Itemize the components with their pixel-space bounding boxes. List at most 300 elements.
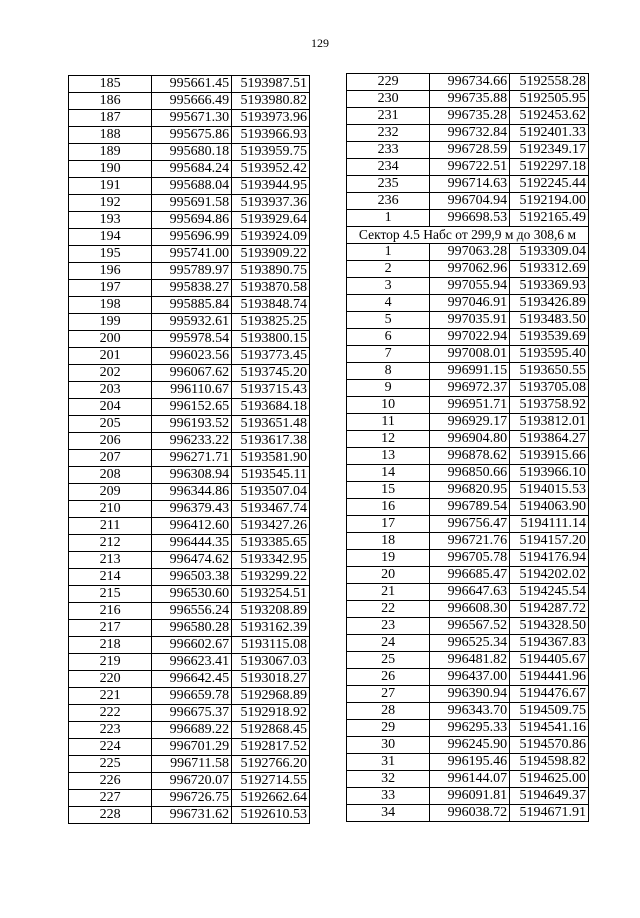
y-coordinate: 5193966.93: [232, 127, 310, 144]
point-number: 231: [347, 108, 430, 125]
point-number: 2: [347, 261, 430, 278]
table-row: [69, 93, 310, 110]
x-coordinate: 995684.24: [152, 161, 232, 178]
point-number: 195: [69, 246, 152, 263]
x-coordinate: 995680.18: [152, 144, 232, 161]
point-number: 5: [347, 312, 430, 329]
point-number: 27: [347, 686, 430, 703]
table-row: [347, 601, 589, 618]
table-row: [347, 771, 589, 788]
table-row: [69, 127, 310, 144]
y-coordinate: 5193342.95: [232, 552, 310, 569]
point-number: 207: [69, 450, 152, 467]
y-coordinate: 5192453.62: [510, 108, 589, 125]
point-number: 235: [347, 176, 430, 193]
point-number: 1: [347, 210, 430, 227]
point-number: 33: [347, 788, 430, 805]
table-row: [347, 805, 589, 822]
point-number: 228: [69, 807, 152, 824]
table-row: [69, 76, 310, 93]
y-coordinate: 5193980.82: [232, 93, 310, 110]
y-coordinate: 5193595.40: [510, 346, 589, 363]
point-number: 233: [347, 142, 430, 159]
point-number: 229: [347, 74, 430, 91]
table-row: [347, 448, 589, 465]
table-row: [347, 635, 589, 652]
point-number: 210: [69, 501, 152, 518]
table-row: [69, 110, 310, 127]
point-number: 197: [69, 280, 152, 297]
point-number: 199: [69, 314, 152, 331]
coordinates-table-left: [68, 75, 310, 824]
x-coordinate: 996390.94: [430, 686, 510, 703]
x-coordinate: 996735.88: [430, 91, 510, 108]
table-row: [347, 584, 589, 601]
x-coordinate: 996556.24: [152, 603, 232, 620]
x-coordinate: 996642.45: [152, 671, 232, 688]
point-number: 23: [347, 618, 430, 635]
x-coordinate: 996525.34: [430, 635, 510, 652]
table-row: [69, 586, 310, 603]
y-coordinate: 5193539.69: [510, 329, 589, 346]
x-coordinate: 995694.86: [152, 212, 232, 229]
point-number: 201: [69, 348, 152, 365]
x-coordinate: 996067.62: [152, 365, 232, 382]
y-coordinate: 5193684.18: [232, 399, 310, 416]
table-row: [347, 210, 589, 227]
point-number: 227: [69, 790, 152, 807]
table-row: [347, 380, 589, 397]
y-coordinate: 5192714.55: [232, 773, 310, 790]
y-coordinate: 5193254.51: [232, 586, 310, 603]
point-number: 9: [347, 380, 430, 397]
y-coordinate: 5193705.08: [510, 380, 589, 397]
table-row: [347, 550, 589, 567]
y-coordinate: 5193018.27: [232, 671, 310, 688]
table-row: [347, 720, 589, 737]
x-coordinate: 996602.67: [152, 637, 232, 654]
point-number: 34: [347, 805, 430, 822]
table-row: [69, 161, 310, 178]
table-row: [69, 739, 310, 756]
y-coordinate: 5193426.89: [510, 295, 589, 312]
x-coordinate: 996714.63: [430, 176, 510, 193]
point-number: 193: [69, 212, 152, 229]
y-coordinate: 5192349.17: [510, 142, 589, 159]
x-coordinate: 995741.00: [152, 246, 232, 263]
table-row: [347, 193, 589, 210]
x-coordinate: 995885.84: [152, 297, 232, 314]
point-number: 216: [69, 603, 152, 620]
x-coordinate: 996704.94: [430, 193, 510, 210]
table-row: [347, 108, 589, 125]
table-row: [69, 365, 310, 382]
point-number: 223: [69, 722, 152, 739]
y-coordinate: 5193848.74: [232, 297, 310, 314]
x-coordinate: 996379.43: [152, 501, 232, 518]
x-coordinate: 996720.07: [152, 773, 232, 790]
point-number: 190: [69, 161, 152, 178]
x-coordinate: 996481.82: [430, 652, 510, 669]
point-number: 31: [347, 754, 430, 771]
point-number: 204: [69, 399, 152, 416]
x-coordinate: 995978.54: [152, 331, 232, 348]
point-number: 188: [69, 127, 152, 144]
table-row: [347, 482, 589, 499]
x-coordinate: 996110.67: [152, 382, 232, 399]
x-coordinate: 996271.71: [152, 450, 232, 467]
x-coordinate: 996732.84: [430, 125, 510, 142]
x-coordinate: 995675.86: [152, 127, 232, 144]
table-row: [69, 280, 310, 297]
x-coordinate: 996195.46: [430, 754, 510, 771]
x-coordinate: 995688.04: [152, 178, 232, 195]
point-number: 12: [347, 431, 430, 448]
x-coordinate: 997022.94: [430, 329, 510, 346]
point-number: 222: [69, 705, 152, 722]
table-row: [347, 414, 589, 431]
y-coordinate: 5193162.39: [232, 620, 310, 637]
table-row: [347, 346, 589, 363]
point-number: 194: [69, 229, 152, 246]
x-coordinate: 997062.96: [430, 261, 510, 278]
point-number: 200: [69, 331, 152, 348]
point-number: 7: [347, 346, 430, 363]
table-row: [69, 331, 310, 348]
point-number: 19: [347, 550, 430, 567]
table-row: [69, 433, 310, 450]
table-row: [347, 533, 589, 550]
point-number: 214: [69, 569, 152, 586]
x-coordinate: 995932.61: [152, 314, 232, 331]
x-coordinate: 996734.66: [430, 74, 510, 91]
x-coordinate: 996152.65: [152, 399, 232, 416]
table-row: [69, 535, 310, 552]
y-coordinate: 5193507.04: [232, 484, 310, 501]
point-number: 14: [347, 465, 430, 482]
x-coordinate: 996091.81: [430, 788, 510, 805]
x-coordinate: 995696.99: [152, 229, 232, 246]
section-heading-row: [347, 227, 589, 244]
y-coordinate: 5194367.83: [510, 635, 589, 652]
point-number: 29: [347, 720, 430, 737]
table-row: [347, 159, 589, 176]
y-coordinate: 5194476.67: [510, 686, 589, 703]
point-number: 32: [347, 771, 430, 788]
point-number: 8: [347, 363, 430, 380]
point-number: 217: [69, 620, 152, 637]
y-coordinate: 5193812.01: [510, 414, 589, 431]
y-coordinate: 5192918.92: [232, 705, 310, 722]
x-coordinate: 996731.62: [152, 807, 232, 824]
table-row: [69, 654, 310, 671]
x-coordinate: 996756.47: [430, 516, 510, 533]
x-coordinate: 996343.70: [430, 703, 510, 720]
point-number: 196: [69, 263, 152, 280]
table-row: [347, 618, 589, 635]
y-coordinate: 5193825.25: [232, 314, 310, 331]
x-coordinate: 996711.58: [152, 756, 232, 773]
point-number: 24: [347, 635, 430, 652]
point-number: 20: [347, 567, 430, 584]
y-coordinate: 5194328.50: [510, 618, 589, 635]
y-coordinate: 5193973.96: [232, 110, 310, 127]
y-coordinate: 5193944.95: [232, 178, 310, 195]
point-number: 4: [347, 295, 430, 312]
x-coordinate: 996701.29: [152, 739, 232, 756]
point-number: 189: [69, 144, 152, 161]
table-row: [347, 363, 589, 380]
table-row: [69, 501, 310, 518]
x-coordinate: 996722.51: [430, 159, 510, 176]
point-number: 22: [347, 601, 430, 618]
table-row: [69, 671, 310, 688]
table-row: [69, 178, 310, 195]
table-row: [69, 518, 310, 535]
y-coordinate: 5193966.10: [510, 465, 589, 482]
y-coordinate: 5193959.75: [232, 144, 310, 161]
y-coordinate: 5193650.55: [510, 363, 589, 380]
y-coordinate: 5192868.45: [232, 722, 310, 739]
y-coordinate: 5193864.27: [510, 431, 589, 448]
y-coordinate: 5194509.75: [510, 703, 589, 720]
y-coordinate: 5193115.08: [232, 637, 310, 654]
point-number: 16: [347, 499, 430, 516]
x-coordinate: 996789.54: [430, 499, 510, 516]
y-coordinate: 5193545.11: [232, 467, 310, 484]
y-coordinate: 5193299.22: [232, 569, 310, 586]
x-coordinate: 997008.01: [430, 346, 510, 363]
x-coordinate: 996726.75: [152, 790, 232, 807]
page-number: 129: [311, 36, 329, 50]
y-coordinate: 5194202.02: [510, 567, 589, 584]
table-row: [69, 807, 310, 824]
point-number: 26: [347, 669, 430, 686]
y-coordinate: 5193312.69: [510, 261, 589, 278]
table-row: [69, 229, 310, 246]
x-coordinate: 995838.27: [152, 280, 232, 297]
x-coordinate: 996580.28: [152, 620, 232, 637]
x-coordinate: 996991.15: [430, 363, 510, 380]
point-number: 10: [347, 397, 430, 414]
table-row: [69, 552, 310, 569]
point-number: 219: [69, 654, 152, 671]
y-coordinate: 5194287.72: [510, 601, 589, 618]
y-coordinate: 5194405.67: [510, 652, 589, 669]
y-coordinate: 5193870.58: [232, 280, 310, 297]
x-coordinate: 996721.76: [430, 533, 510, 550]
y-coordinate: 5192968.89: [232, 688, 310, 705]
table-row: [69, 637, 310, 654]
point-number: 186: [69, 93, 152, 110]
x-coordinate: 996689.22: [152, 722, 232, 739]
point-number: 203: [69, 382, 152, 399]
x-coordinate: 996038.72: [430, 805, 510, 822]
table-row: [347, 516, 589, 533]
y-coordinate: 5192766.20: [232, 756, 310, 773]
y-coordinate: 5193067.03: [232, 654, 310, 671]
point-number: 208: [69, 467, 152, 484]
table-row: [347, 329, 589, 346]
x-coordinate: 996623.41: [152, 654, 232, 671]
point-number: 213: [69, 552, 152, 569]
table-row: [69, 348, 310, 365]
table-row: [347, 125, 589, 142]
table-row: [347, 278, 589, 295]
point-number: 215: [69, 586, 152, 603]
x-coordinate: 996412.60: [152, 518, 232, 535]
x-coordinate: 996295.33: [430, 720, 510, 737]
x-coordinate: 996705.78: [430, 550, 510, 567]
table-row: [69, 620, 310, 637]
y-coordinate: 5192505.95: [510, 91, 589, 108]
table-row: [69, 688, 310, 705]
table-row: [347, 567, 589, 584]
point-number: 21: [347, 584, 430, 601]
y-coordinate: 5194671.91: [510, 805, 589, 822]
y-coordinate: 5192610.53: [232, 807, 310, 824]
x-coordinate: 997035.91: [430, 312, 510, 329]
point-number: 224: [69, 739, 152, 756]
point-number: 209: [69, 484, 152, 501]
point-number: 202: [69, 365, 152, 382]
x-coordinate: 996972.37: [430, 380, 510, 397]
point-number: 221: [69, 688, 152, 705]
x-coordinate: 996144.07: [430, 771, 510, 788]
y-coordinate: 5193890.75: [232, 263, 310, 280]
point-number: 30: [347, 737, 430, 754]
y-coordinate: 5193937.36: [232, 195, 310, 212]
x-coordinate: 996878.62: [430, 448, 510, 465]
table-row: [69, 416, 310, 433]
table-row: [347, 788, 589, 805]
table-row: [347, 397, 589, 414]
table-row: [69, 484, 310, 501]
y-coordinate: 5194570.86: [510, 737, 589, 754]
table-row: [347, 754, 589, 771]
table-row: [347, 686, 589, 703]
y-coordinate: 5192401.33: [510, 125, 589, 142]
table-row: [347, 703, 589, 720]
table-row: [69, 212, 310, 229]
point-number: 220: [69, 671, 152, 688]
table-row: [347, 74, 589, 91]
y-coordinate: 5194111.14: [510, 516, 589, 533]
table-row: [69, 603, 310, 620]
table-row: [69, 195, 310, 212]
point-number: 25: [347, 652, 430, 669]
table-row: [69, 756, 310, 773]
point-number: 11: [347, 414, 430, 431]
y-coordinate: 5194063.90: [510, 499, 589, 516]
point-number: 1: [347, 244, 430, 261]
table-row: [69, 790, 310, 807]
y-coordinate: 5192558.28: [510, 74, 589, 91]
y-coordinate: 5194649.37: [510, 788, 589, 805]
x-coordinate: 997055.94: [430, 278, 510, 295]
y-coordinate: 5193987.51: [232, 76, 310, 93]
table-row: [347, 312, 589, 329]
point-number: 28: [347, 703, 430, 720]
point-number: 18: [347, 533, 430, 550]
point-number: 230: [347, 91, 430, 108]
x-coordinate: 996245.90: [430, 737, 510, 754]
point-number: 185: [69, 76, 152, 93]
table-row: [69, 382, 310, 399]
y-coordinate: 5194598.82: [510, 754, 589, 771]
y-coordinate: 5193800.15: [232, 331, 310, 348]
x-coordinate: 996344.86: [152, 484, 232, 501]
table-row: [69, 314, 310, 331]
x-coordinate: 995789.97: [152, 263, 232, 280]
y-coordinate: 5193758.92: [510, 397, 589, 414]
table-row: [347, 142, 589, 159]
y-coordinate: 5192817.52: [232, 739, 310, 756]
y-coordinate: 5194245.54: [510, 584, 589, 601]
y-coordinate: 5192245.44: [510, 176, 589, 193]
x-coordinate: 997063.28: [430, 244, 510, 261]
x-coordinate: 996659.78: [152, 688, 232, 705]
x-coordinate: 996233.22: [152, 433, 232, 450]
y-coordinate: 5193483.50: [510, 312, 589, 329]
point-number: 13: [347, 448, 430, 465]
table-row: [69, 467, 310, 484]
point-number: 206: [69, 433, 152, 450]
point-number: 226: [69, 773, 152, 790]
table-row: [347, 669, 589, 686]
x-coordinate: 996951.71: [430, 397, 510, 414]
y-coordinate: 5192297.18: [510, 159, 589, 176]
y-coordinate: 5193773.45: [232, 348, 310, 365]
table-row: [347, 737, 589, 754]
table-row: [347, 244, 589, 261]
point-number: 3: [347, 278, 430, 295]
x-coordinate: 995671.30: [152, 110, 232, 127]
x-coordinate: 996023.56: [152, 348, 232, 365]
y-coordinate: 5193745.20: [232, 365, 310, 382]
table-row: [69, 144, 310, 161]
x-coordinate: 996675.37: [152, 705, 232, 722]
x-coordinate: 996820.95: [430, 482, 510, 499]
x-coordinate: 996929.17: [430, 414, 510, 431]
y-coordinate: 5193924.09: [232, 229, 310, 246]
table-row: [69, 773, 310, 790]
table-row: [69, 263, 310, 280]
point-number: 198: [69, 297, 152, 314]
y-coordinate: 5193909.22: [232, 246, 310, 263]
x-coordinate: 995661.45: [152, 76, 232, 93]
x-coordinate: 996698.53: [430, 210, 510, 227]
x-coordinate: 996728.59: [430, 142, 510, 159]
y-coordinate: 5193929.64: [232, 212, 310, 229]
table-row: [347, 295, 589, 312]
x-coordinate: 996193.52: [152, 416, 232, 433]
x-coordinate: 996437.00: [430, 669, 510, 686]
table-row: [69, 246, 310, 263]
table-row: [69, 399, 310, 416]
x-coordinate: 996530.60: [152, 586, 232, 603]
y-coordinate: 5193427.26: [232, 518, 310, 535]
point-number: 212: [69, 535, 152, 552]
coordinates-table-right: [346, 73, 589, 822]
x-coordinate: 996735.28: [430, 108, 510, 125]
point-number: 6: [347, 329, 430, 346]
y-coordinate: 5192194.00: [510, 193, 589, 210]
x-coordinate: 996444.35: [152, 535, 232, 552]
y-coordinate: 5194441.96: [510, 669, 589, 686]
y-coordinate: 5193715.43: [232, 382, 310, 399]
point-number: 211: [69, 518, 152, 535]
